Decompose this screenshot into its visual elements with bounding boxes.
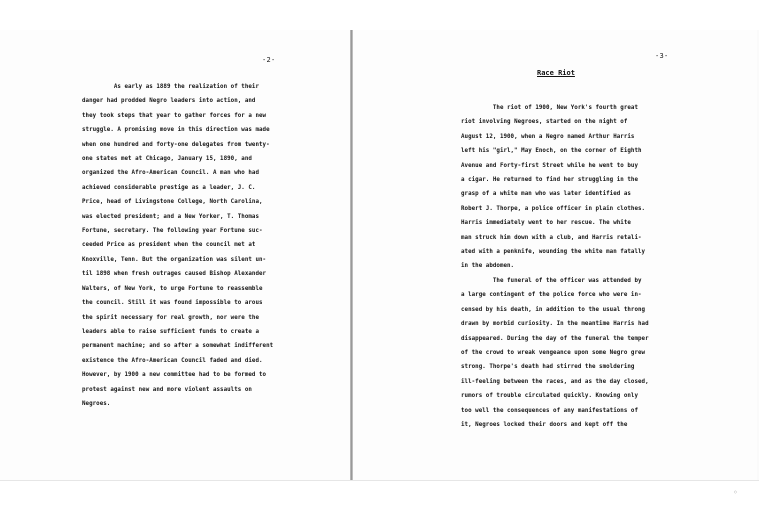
text-line: existence the Afro-American Council faded and died. [82,357,263,364]
text-line: in the abdomen. [461,263,515,270]
text-line: disappeared. During the day of the funeral the temper [461,335,649,342]
text-line: Robert J. Thorpe, a police officer in plain clothes. [461,205,646,212]
text-line: was elected president; and a New Yorker, T. Thomas [82,213,260,220]
text-line: the council. Still it was found impossible to arous [82,300,263,307]
text-line: it, Negroes locked their doors and kept off the [461,421,628,428]
text-line: danger had prodded Negro leaders into action, and [82,98,256,105]
text-line: organized the Afro-American Council. A man who had [82,170,260,177]
page-number: -3- [655,52,669,60]
text-line: Harris immediately went to her rescue. The white [461,220,631,227]
text-line: ated with a penknife, wounding the white man fatally [461,249,646,256]
text-line: Walters, of New York, to urge Fortune to reassemble [82,285,263,292]
text-line: when one hundred and forty-one delegates from twenty- [82,141,270,148]
text-line: a large contingent of the police force who were in- [461,292,642,299]
text-line: man struck him down with a club, and Harris retali- [461,234,642,241]
body-text [82,80,273,411]
text-line: leaders able to raise sufficient funds to create a [82,328,260,335]
text-line: strong. Thorpe's death had stirred the smoldering [461,364,635,371]
text-line: Negroes. [82,400,111,407]
corner-mark: ◦ [733,488,738,497]
bottom-margin [0,480,759,509]
text-line: protest against new and more violent assaults on [82,386,252,393]
text-line: riot involving Negroes, started on the night of [461,119,628,126]
text-line: Avenue and Forty-first Street while he went to buy [461,162,639,169]
text-line: they took steps that year to gather forces for a new [82,112,267,119]
text-line: til 1898 when fresh outrages caused Bishop Alexander [82,271,267,278]
text-line: of the crowd to wreak vengeance upon some Negro grew [461,349,646,356]
text-line: The riot of 1900, New York's fourth great [461,105,639,111]
body-text [461,101,649,432]
text-line: The funeral of the officer was attended by [461,277,642,284]
left-page [0,30,351,480]
text-line: ill-feeling between the races, and as the day closed, [461,378,649,385]
text-line: left his "girl," May Enoch, on the corner of Eighth [461,148,642,155]
text-line: Price, head of Livingstone College, North Carolina, [82,199,263,206]
text-line: August 12, 1900, when a Negro named Arthur Harris [461,133,635,140]
text-line: achieved considerable prestige as a leader, J. C. [82,184,256,191]
text-line: struggle. A promising move in this direction was made [82,127,270,134]
text-line: the spirit necessary for real growth, nor were the [82,314,260,321]
text-line: ceeded Price as president when the council met at [82,242,256,249]
text-line: grasp of a white man who was later identified as [461,191,631,198]
text-line: a cigar. He returned to find her struggling in the [461,177,639,184]
page-number: -2- [262,56,276,64]
right-page [352,30,757,480]
text-line: permanent machine; and so after a somewhat indifferent [82,343,274,350]
text-line: censed by his death, in addition to the usual throng [461,306,646,313]
text-line: As early as 1889 the realization of their [82,84,260,90]
text-line: drawn by morbid curiosity. In the meantime Harris had [461,321,649,328]
text-line: one states met at Chicago, January 15, 1890, and [82,156,252,163]
top-margin [0,0,759,30]
text-line: Fortune, secretary. The following year Fortune suc- [82,228,263,235]
section-heading: Race Riot [537,69,575,77]
text-line: rumors of trouble circulated quickly. Knowing only [461,393,639,400]
text-line: Knoxville, Tenn. But the organization was silent un- [82,256,267,263]
text-line: too well the consequences of any manifestations of [461,407,639,414]
text-line: However, by 1900 a new committee had to be formed to [82,372,267,379]
